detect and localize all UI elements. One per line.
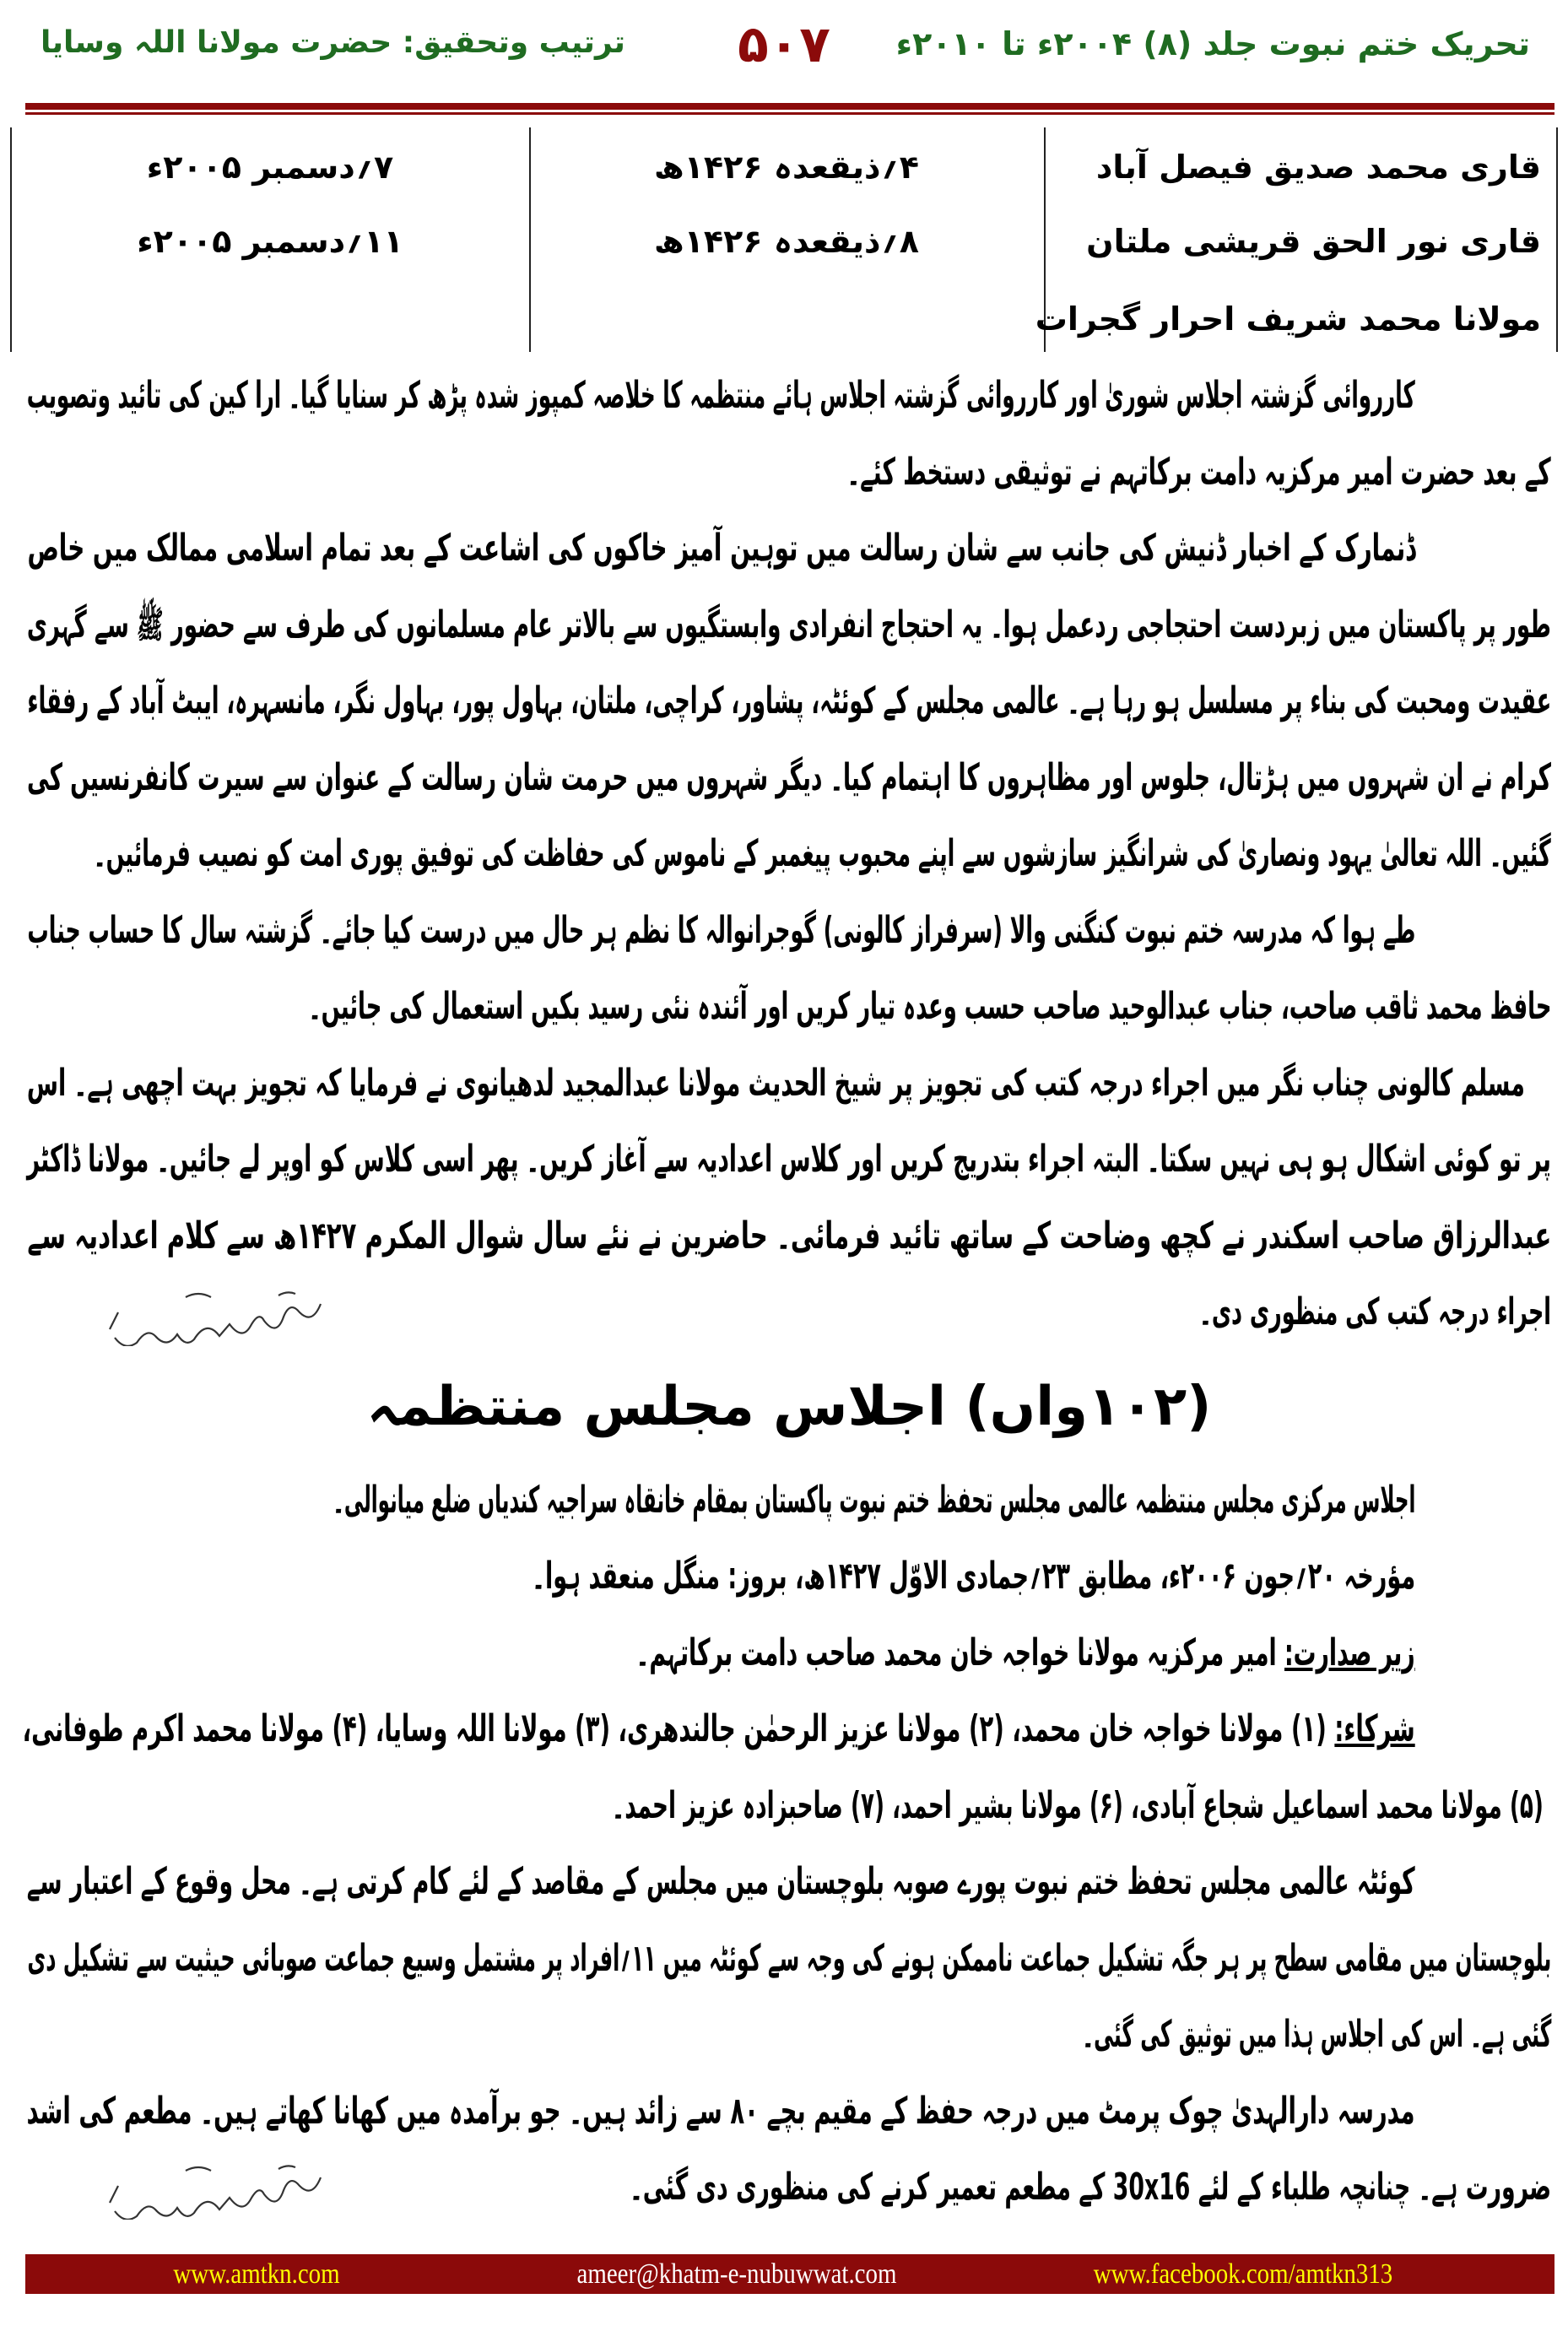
table-cell-hijri-date: ۴؍ذیقعدہ ۱۴۲۶ھ [654, 149, 919, 186]
date-line: مؤرخہ ۲۰؍جون ۲۰۰۶ء، مطابق ۲۳؍جمادی الاوّل ۱۴۲۷ھ، بروز: منگل منعقد ہوا۔ [532, 1555, 1415, 1598]
paragraph-line: مسلم کالونی چناب نگر میں اجراء درجہ کتب کی تجویز پر شیخ الحدیث مولانا عبدالمجید لدھیانوی نے فرمایا کہ تجویز بہت اچھی ہے۔ اس [27, 1061, 1525, 1105]
paragraph-line: طے ہوا کہ مدرسہ ختم نبوت کنگنی والا (سرفراز کالونی) گوجرانوالہ کا نظم ہر حال میں درست کیا جائے۔ گزشتہ سال کا حساب جناب [27, 908, 1415, 952]
table-border [10, 127, 12, 352]
table-cell-gregorian-date: ۷؍دسمبر ۲۰۰۵ء [146, 149, 394, 186]
handwritten-signature [84, 1287, 329, 1346]
email-link[interactable]: ameer@khatm-e-nubuwwat.com [576, 2258, 897, 2290]
paragraph-line: کوئٹہ عالمی مجلس تحفظ ختم نبوت پورے صوبہ بلوچستان میں مجلس کے مقاصد کے لئے کام کرتی ہے۔ محل وقوع کے اعتبار سے [27, 1860, 1415, 1903]
paragraph-line: طور پر پاکستان میں زبردست احتجاجی ردعمل ہوا۔ یہ احتجاج انفرادی وابستگیوں سے بالاتر عام مسلمانوں کی طرف سے حضور ﷺ سے گہری [27, 603, 1551, 646]
participants-line: (۵) مولانا محمد اسماعیل شجاع آبادی، (۶) مولانا بشیر احمد، (۷) صاحبزادہ عزیز احمد۔ [612, 1783, 1544, 1827]
paragraph-line: کارروائی گزشتہ اجلاس شوریٰ اور کارروائی گزشتہ اجلاس ہائے منتظمہ کا خلاصہ کمپوز شدہ پڑھ کر سنایا گیا۔ ارا کین کی تائید وتصویب [27, 374, 1415, 417]
table-cell-name: قاری نور الحق قریشی ملتان [1086, 223, 1541, 260]
table-cell-name: قاری محمد صدیق فیصل آباد [1095, 149, 1541, 186]
book-title: تحریک ختم نبوت جلد (۸) ۲۰۰۴ء تا ۲۰۱۰ء [895, 25, 1530, 62]
venue-line: اجلاس مرکزی مجلس منتظمہ عالمی مجلس تحفظ ختم نبوت پاکستان بمقام خانقاہ سراجیہ کندیاں ضلع میانوالی۔ [333, 1478, 1415, 1522]
paragraph-line: اجراء درجہ کتب کی منظوری دی۔ [1199, 1290, 1551, 1333]
table-cell-hijri-date: ۸؍ذیقعدہ ۱۴۲۶ھ [654, 223, 919, 260]
meeting-heading: (۱۰۲واں) اجلاس مجلس منتظمہ [366, 1375, 1212, 1438]
paragraph-line: پر تو کوئی اشکال ہو ہی نہیں سکتا۔ البتہ اجراء بتدریج کریں اور کلاس اعدادیہ سے آغاز کریں۔ پھر اسی کلاس کو اوپر لے جائیں۔ مولانا ڈاکٹر [27, 1138, 1551, 1181]
presidency-line: زیر صدارت: امیر مرکزیہ مولانا خواجہ خان محمد صاحب دامت برکاتہم۔ [636, 1631, 1415, 1674]
website-link[interactable]: www.amtkn.com [173, 2258, 340, 2290]
table-border [1556, 127, 1558, 352]
footer-bar [25, 2254, 1554, 2294]
page-number: ۵۰۷ [738, 15, 830, 74]
header-divider-thick [25, 103, 1554, 110]
paragraph-line: کرام نے ان شہروں میں ہڑتال، جلوس اور مظاہروں کا اہتمام کیا۔ دیگر شہروں میں حرمت شان رسالت کے عنوان سے سیرت کانفرنسیں کی [27, 755, 1551, 799]
header-divider-thin [25, 112, 1554, 115]
paragraph-line: عقیدت ومحبت کی بناء پر مسلسل ہو رہا ہے۔ عالمی مجلس کے کوئٹہ، پشاور، کراچی، ملتان، بہاول پور، بہاول نگر، مانسہرہ، ایبٹ آباد کے رفقاء [27, 679, 1551, 722]
table-cell-name: مولانا محمد شریف احرار گجرات [1035, 300, 1541, 338]
participants-label: شرکاء: [1334, 1707, 1415, 1750]
presidency-label: زیر صدارت: [1284, 1631, 1415, 1674]
paragraph-line: بلوچستان میں مقامی سطح پر ہر جگہ تشکیل جماعت ناممکن ہونے کی وجہ سے کوئٹہ میں ۱۱؍افراد پر مشتمل وسیع جماعت صوبائی حیثیت سے تشکیل دی [27, 1936, 1551, 1980]
table-cell-gregorian-date: ۱۱؍دسمبر ۲۰۰۵ء [137, 223, 403, 260]
paragraph-line: گئی ہے۔ اس کی اجلاس ہذا میں توثیق کی گئی۔ [1082, 2013, 1551, 2056]
handwritten-signature [84, 2161, 329, 2220]
paragraph-line: مدرسہ دارالہدیٰ چوک پرمٹ میں درجہ حفظ کے مقیم بچے ۸۰ سے زائد ہیں۔ جو برآمدہ میں کھانا کھاتے ہیں۔ مطعم کی اشد [26, 2089, 1415, 2133]
participants-line: شرکاء: (۱) مولانا خواجہ خان محمد، (۲) مولانا عزیز الرحمٰن جالندھری، (۳) مولانا اللہ وسایا، (۴) مولانا محمد اکرم طوفانی، [22, 1707, 1415, 1750]
paragraph-line: ضرورت ہے۔ چنانچہ طلباء کے لئے 30x16 کے مطعم تعمیر کرنے کی منظوری دی گئی۔ [630, 2166, 1551, 2209]
paragraph-line: ڈنمارک کے اخبار ڈنیش کی جانب سے شان رسالت میں توہین آمیز خاکوں کی اشاعت کے بعد تمام اسلامی ممالک میں خاص [27, 527, 1415, 570]
schedule-table [10, 127, 1558, 352]
compiler-credit: ترتیب وتحقیق: حضرت مولانا اللہ وسایا [41, 25, 625, 60]
facebook-link[interactable]: www.facebook.com/amtkn313 [1093, 2258, 1393, 2290]
paragraph-line: کے بعد حضرت امیر مرکزیہ دامت برکاتہم نے توثیقی دستخط کئے۔ [847, 450, 1551, 494]
paragraph-line: عبدالرزاق صاحب اسکندر نے کچھ وضاحت کے ساتھ تائید فرمائی۔ حاضرین نے نئے سال شوال المکرم ۱۴۲۷ھ سے کلام اعدادیہ سے [27, 1214, 1551, 1258]
paragraph-line: گئیں۔ اللہ تعالیٰ یہود ونصاریٰ کی شرانگیز سازشوں سے اپنے محبوب پیغمبر کے ناموس کی حفاظت کی توفیق پوری امت کو نصیب فرمائیں۔ [94, 832, 1551, 875]
paragraph-line: حافظ محمد ثاقب صاحب، جناب عبدالوحید صاحب حسب وعدہ تیار کریں اور آئندہ نئی رسید بکیں استعمال کی جائیں۔ [308, 985, 1551, 1028]
table-border [529, 127, 531, 352]
